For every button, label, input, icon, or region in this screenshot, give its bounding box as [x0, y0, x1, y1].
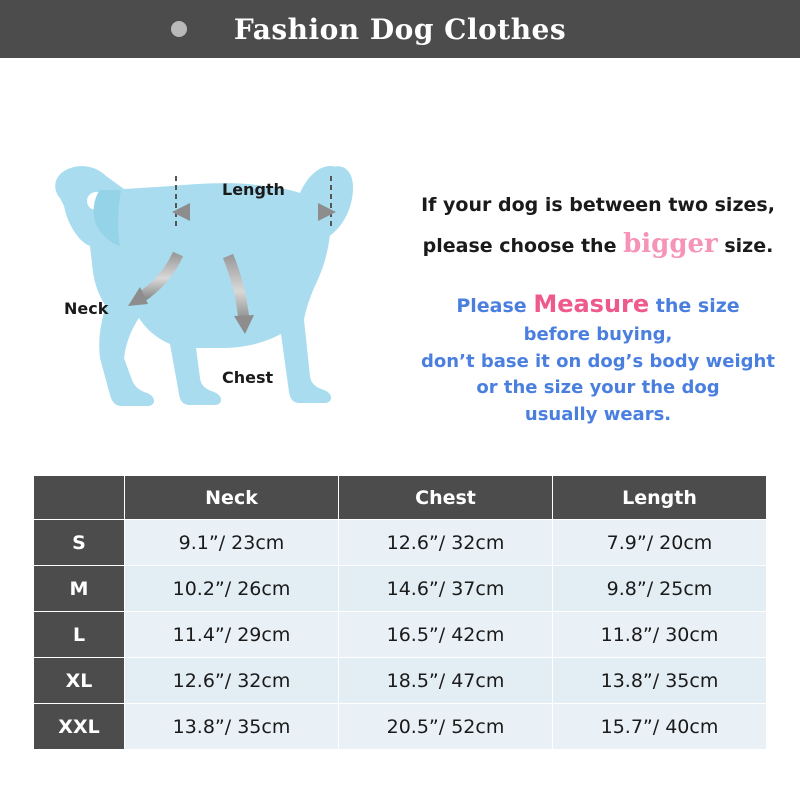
cell-s-chest: 12.6”/ 32cm — [339, 520, 553, 566]
page-title: Fashion Dog Clothes — [233, 12, 567, 46]
dog-measurement-diagram — [0, 58, 400, 458]
label-length: Length — [222, 180, 285, 199]
cell-m-chest: 14.6”/ 37cm — [339, 566, 553, 612]
measure-post: the size — [649, 295, 740, 317]
measure-line-3: don’t base it on dog’s body weight — [421, 350, 775, 372]
measure-line-4: or the size your the dog — [476, 377, 720, 399]
cell-m-length: 9.8”/ 25cm — [553, 566, 767, 612]
label-neck: Neck — [64, 299, 109, 318]
cell-l-neck: 11.4”/ 29cm — [125, 612, 339, 658]
table-header-length: Length — [553, 476, 767, 520]
cell-xxl-neck: 13.8”/ 35cm — [125, 704, 339, 750]
measure-pre: Please — [456, 295, 534, 317]
table-row — [34, 658, 767, 704]
note-bigger-word: bigger — [623, 229, 718, 259]
size-table — [33, 475, 767, 750]
measure-line-5: usually wears. — [524, 403, 672, 425]
page-header — [0, 0, 800, 58]
row-size-m: M — [34, 566, 125, 612]
size-table-body — [34, 520, 767, 750]
note-line-1: If your dog is between two sizes, — [421, 194, 775, 216]
cell-xl-neck: 12.6”/ 32cm — [125, 658, 339, 704]
table-header-neck: Neck — [125, 476, 339, 520]
measure-instructions — [396, 287, 800, 428]
note-line-2 — [396, 231, 800, 257]
measure-line-2: before buying, — [523, 324, 673, 346]
size-chart — [33, 475, 767, 750]
row-size-xl: XL — [34, 658, 125, 704]
cell-s-length: 7.9”/ 20cm — [553, 520, 767, 566]
cell-s-neck: 9.1”/ 23cm — [125, 520, 339, 566]
table-row — [34, 704, 767, 750]
table-row — [34, 520, 767, 566]
size-table-head — [34, 476, 767, 520]
table-row — [34, 612, 767, 658]
cell-l-length: 11.8”/ 30cm — [553, 612, 767, 658]
cell-xxl-chest: 20.5”/ 52cm — [339, 704, 553, 750]
table-header-corner — [34, 476, 125, 520]
note-line-2-post: size. — [717, 235, 774, 257]
sizing-notes — [396, 58, 800, 458]
info-section — [0, 58, 800, 458]
table-header-chest: Chest — [339, 476, 553, 520]
table-row — [34, 566, 767, 612]
cell-xxl-length: 15.7”/ 40cm — [553, 704, 767, 750]
label-chest: Chest — [222, 368, 274, 387]
row-size-s: S — [34, 520, 125, 566]
cell-l-chest: 16.5”/ 42cm — [339, 612, 553, 658]
row-size-l: L — [34, 612, 125, 658]
dog-silhouette-icon — [0, 58, 400, 458]
bullet-dot-icon — [171, 21, 187, 37]
measure-line-1 — [396, 287, 800, 322]
cell-xl-length: 13.8”/ 35cm — [553, 658, 767, 704]
note-line-2-pre: please choose the — [422, 235, 624, 257]
row-size-xxl: XXL — [34, 704, 125, 750]
table-header-row — [34, 476, 767, 520]
cell-m-neck: 10.2”/ 26cm — [125, 566, 339, 612]
cell-xl-chest: 18.5”/ 47cm — [339, 658, 553, 704]
measure-word: Measure — [533, 290, 650, 318]
